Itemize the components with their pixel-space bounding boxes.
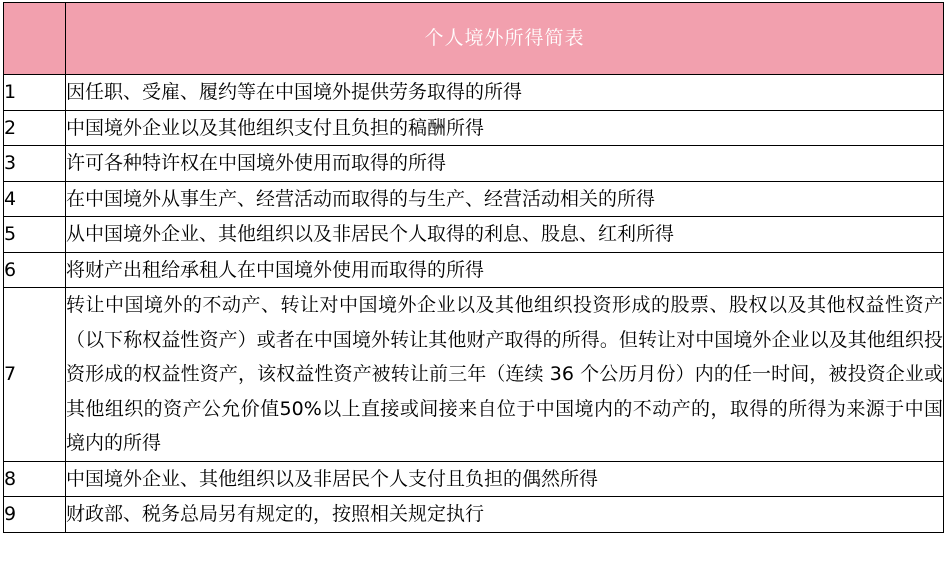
row-number: 5 bbox=[4, 217, 66, 253]
table-row bbox=[4, 252, 944, 288]
row-number: 7 bbox=[4, 288, 66, 462]
row-number: 1 bbox=[4, 75, 66, 111]
row-text: 转让中国境外的不动产、转让对中国境外企业以及其他组织投资形成的股票、股权以及其他权益性资产（以下称权益性资产）或者在中国境外转让其他财产取得的所得。但转让对中国境外企业以及其他组织投资形成的权益性资产，该权益性资产被转让前三年（连续 36 个公历月份）内的任一时间，被投资企业或其他组织的资产公允价值50%以上直接或间接来自位于中国境内的不动产的，取得的所得为来源于中国境内的所得 bbox=[66, 288, 944, 462]
table-row bbox=[4, 181, 944, 217]
table-row bbox=[4, 110, 944, 146]
table-row bbox=[4, 497, 944, 533]
row-number: 3 bbox=[4, 146, 66, 182]
row-number: 6 bbox=[4, 252, 66, 288]
table-row bbox=[4, 75, 944, 111]
table-row bbox=[4, 217, 944, 253]
row-text: 许可各种特许权在中国境外使用而取得的所得 bbox=[66, 146, 944, 182]
row-text: 中国境外企业以及其他组织支付且负担的稿酬所得 bbox=[66, 110, 944, 146]
row-text: 从中国境外企业、其他组织以及非居民个人取得的利息、股息、红利所得 bbox=[66, 217, 944, 253]
row-text: 财政部、税务总局另有规定的，按照相关规定执行 bbox=[66, 497, 944, 533]
row-text: 因任职、受雇、履约等在中国境外提供劳务取得的所得 bbox=[66, 75, 944, 111]
row-number: 4 bbox=[4, 181, 66, 217]
table-title: 个人境外所得简表 bbox=[66, 3, 944, 75]
header-corner-cell bbox=[4, 3, 66, 75]
table-header-row bbox=[4, 3, 944, 75]
row-number: 8 bbox=[4, 461, 66, 497]
table-row bbox=[4, 288, 944, 462]
row-number: 2 bbox=[4, 110, 66, 146]
table-row bbox=[4, 146, 944, 182]
income-source-table bbox=[3, 2, 944, 533]
table-row bbox=[4, 461, 944, 497]
row-text: 在中国境外从事生产、经营活动而取得的与生产、经营活动相关的所得 bbox=[66, 181, 944, 217]
row-number: 9 bbox=[4, 497, 66, 533]
row-text: 中国境外企业、其他组织以及非居民个人支付且负担的偶然所得 bbox=[66, 461, 944, 497]
row-text: 将财产出租给承租人在中国境外使用而取得的所得 bbox=[66, 252, 944, 288]
